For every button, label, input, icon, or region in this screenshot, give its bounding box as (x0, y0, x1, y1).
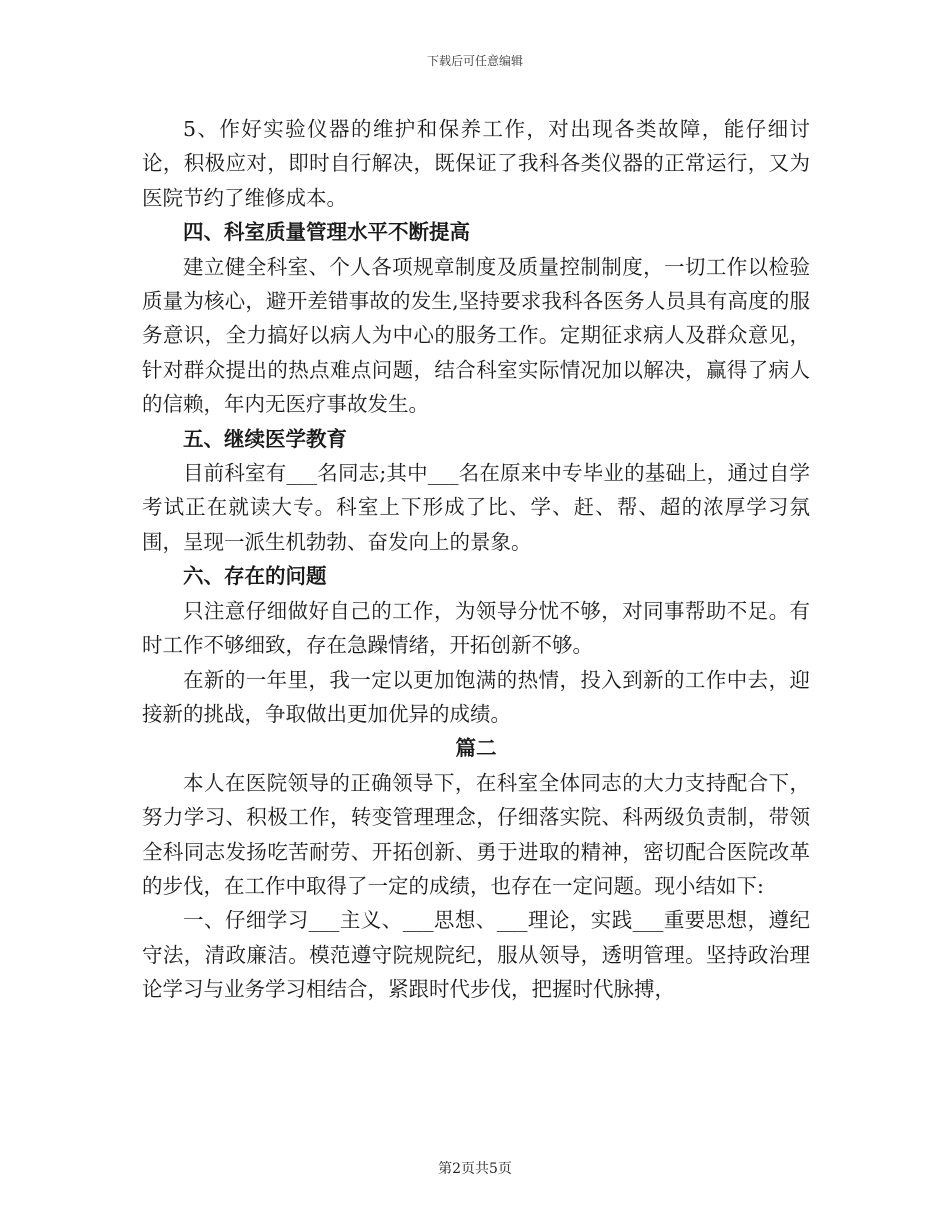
paragraph-continuing-education: 目前科室有___名同志;其中___名在原来中专毕业的基础上，通过自学考试正在就读大专。科室上下形成了比、学、赶、帮、超的浓厚学习氛围，呈现一派生机勃勃、奋发向上的景象。 (142, 461, 810, 554)
page-number: 第2页共5页 (438, 1161, 512, 1177)
paragraph-part-two-intro: 本人在医院领导的正确领导下，在科室全体同志的大力支持配合下，努力学习、积极工作，转变管理理念，仔细落实院、科两级负责制，带领全科同志发扬吃苦耐劳、开拓创新、勇于进取的精神，密切配合医院改革的步伐，在工作中取得了一定的成绩，也存在一定问题。现小结如下: (142, 770, 810, 898)
paragraph-instrument-maintenance: 5、作好实验仪器的维护和保养工作，对出现各类故障，能仔细讨论，积极应对，即时自行解决，既保证了我科各类仪器的正常运行，又为医院节约了维修成本。 (142, 117, 810, 210)
heading-continuing-education: 五、继续医学教育 (183, 426, 347, 451)
paragraph-existing-problems: 只注意仔细做好自己的工作，为领导分忧不够，对同事帮助不足。有时工作不够细致，存在急躁情绪，开拓创新不够。 (142, 598, 810, 658)
paragraph-quality-management: 建立健全科室、个人各项规章制度及质量控制制度，一切工作以检验质量为核心，避开差错事故的发生,坚持要求我科各医务人员具有高度的服务意识，全力搞好以病人为中心的服务工作。定期征求病人及群众意见，针对群众提出的热点难点问题，结合科室实际情况加以解决，赢得了病人的信赖，年内无医疗事故发生。 (142, 254, 810, 417)
heading-existing-problems: 六、存在的问题 (183, 564, 327, 589)
paragraph-part-two-study: 一、仔细学习___主义、___思想、___理论，实践___重要思想，遵纪守法，清政廉洁。模范遵守院规院纪，服从领导，透明管理。坚持政治理论学习与业务学习相结合，紧跟时代步伐，把握时代脉搏， (142, 908, 810, 1002)
section-title-part-two: 篇二 (455, 736, 497, 761)
heading-quality-management: 四、科室质量管理水平不断提高 (183, 220, 470, 245)
paragraph-new-year: 在新的一年里，我一定以更加饱满的热情，投入到新的工作中去，迎接新的挑战，争取做出更加优异的成绩。 (142, 667, 810, 726)
document-body (142, 112, 810, 1007)
header-note: 下载后可任意编辑 (426, 54, 523, 68)
